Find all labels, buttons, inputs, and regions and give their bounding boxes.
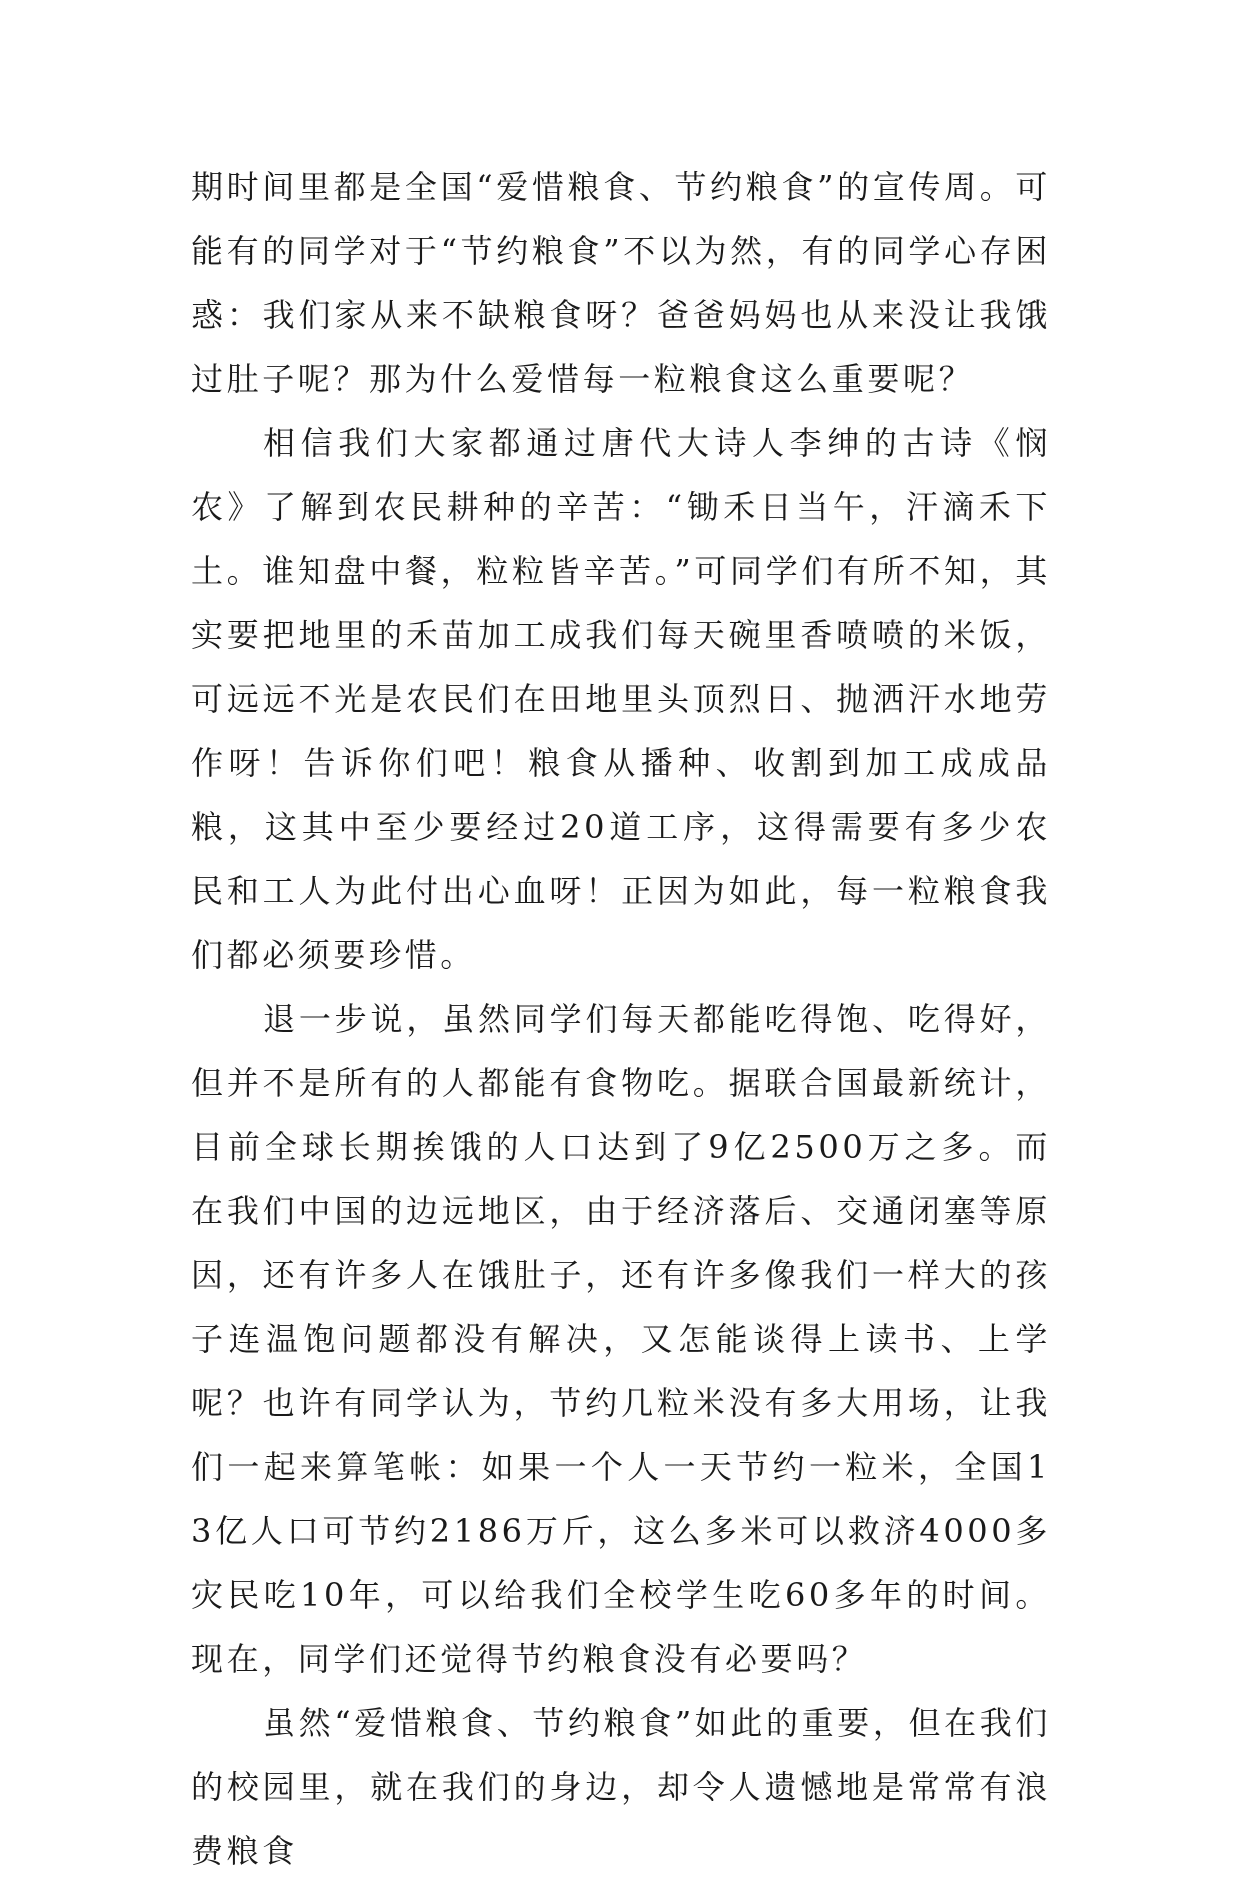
paragraph-1: 期时间里都是全国“爱惜粮食、节约粮食”的宣传周。可能有的同学对于“节约粮食”不以为然，有的同学心存困惑：我们家从来不缺粮食呀？爸爸妈妈也从来没让我饿过肚子呢？那为什么爱惜每一粒粮食这么重要呢？ (191, 168, 1051, 398)
paragraph-2: 相信我们大家都通过唐代大诗人李绅的古诗《悯农》了解到农民耕种的辛苦：“锄禾日当午，汗滴禾下土。谁知盘中餐，粒粒皆辛苦。”可同学们有所不知，其实要把地里的禾苗加工成我们每天碗里香喷喷的米饭，可远远不光是农民们在田地里头顶烈日、抛洒汗水地劳作呀！告诉你们吧！粮食从播种、收割到加工成成品粮，这其中至少要经过20道工序，这得需要有多少农民和工人为此付出心血呀！正因为如此，每一粒粮食我们都必须要珍惜。 (191, 424, 1051, 974)
paragraph-4: 虽然“爱惜粮食、节约粮食”如此的重要，但在我们的校园里，就在我们的身边，却令人遗憾地是常常有浪费粮食 (191, 1704, 1051, 1870)
paragraph-3: 退一步说，虽然同学们每天都能吃得饱、吃得好，但并不是所有的人都能有食物吃。据联合国最新统计，目前全球长期挨饿的人口达到了9亿2500万之多。而在我们中国的边远地区，由于经济落后、交通闭塞等原因，还有许多人在饿肚子，还有许多像我们一样大的孩子连温饱问题都没有解决，又怎能谈得上读书、上学呢？也许有同学认为，节约几粒米没有多大用场，让我们一起来算笔帐：如果一个人一天节约一粒米，全国13亿人口可节约2186万斤，这么多米可以救济4000多灾民吃10年，可以给我们全校学生吃60多年的时间。现在，同学们还觉得节约粮食没有必要吗？ (191, 1000, 1051, 1678)
document-body (191, 155, 1051, 1883)
